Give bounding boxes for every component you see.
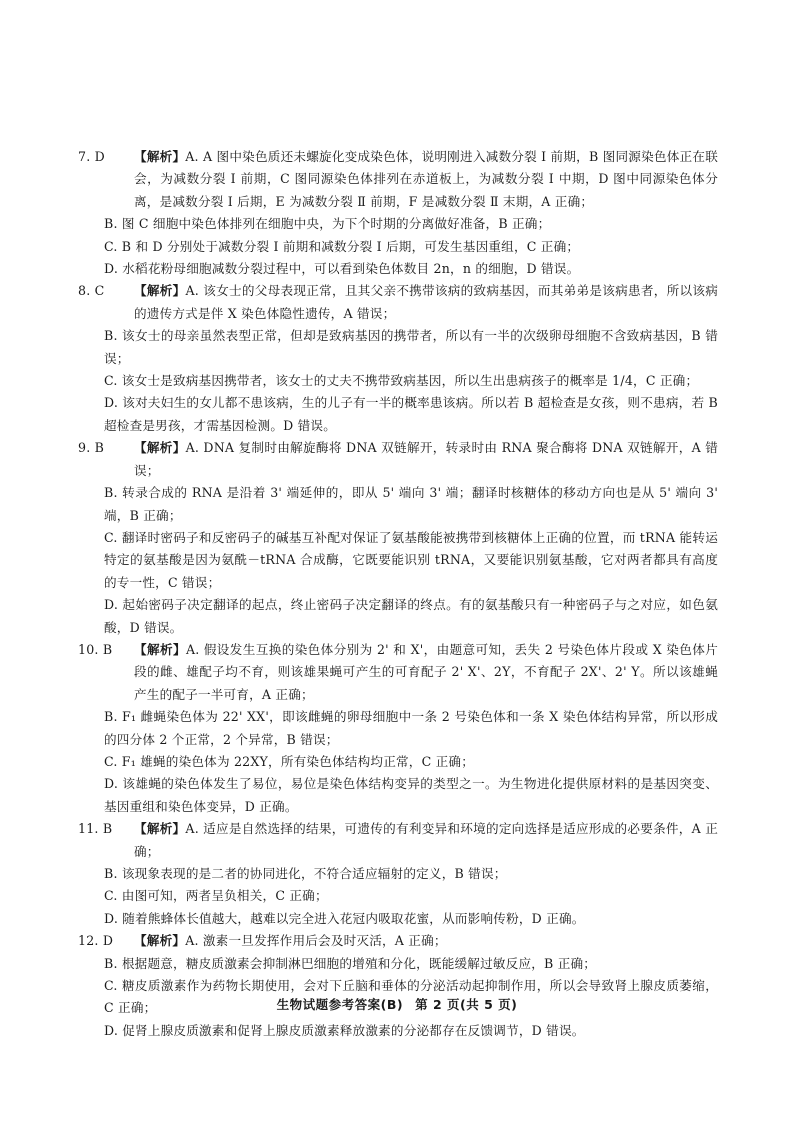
option-b: B. 该女士的母亲虽然表型正常，但却是致病基因的携带者，所以有一半的次级卵母细胞不含致病基因，B 错误； — [104, 328, 718, 366]
answer-list — [78, 146, 718, 1042]
page-footer — [0, 995, 794, 1013]
option-d: D. 起始密码子决定翻译的起点，终止密码子决定翻译的终点。有的氨基酸只有一种密码子与之对应，如色氨酸，D 错误。 — [104, 597, 718, 635]
question-10 — [78, 639, 718, 818]
analysis-tag: 【解析】 — [134, 641, 186, 657]
analysis-lead: 【解析】A. 激素一旦发挥作用后会及时灭活，A 正确； — [134, 933, 447, 949]
option-b: B. 图 C 细胞中染色体排列在细胞中央，为下个时期的分离做好准备，B 正确； — [104, 216, 551, 232]
option-b: B. 转录合成的 RNA 是沿着 3' 端延伸的，即从 5' 端向 3' 端；翻译时核糖体的移动方向也是从 5' 端向 3' 端，B 正确； — [104, 485, 718, 523]
question-number: 9. B — [78, 440, 105, 456]
option-b: B. 根据题意，糖皮质激素会抑制淋巴细胞的增殖和分化，既能缓解过敏反应，B 正确； — [104, 955, 597, 971]
option-b: B. F₁ 雌蝇染色体为 22' XX'，即该雌蝇的卵母细胞中一条 2 号染色体和一条 X 染色体结构异常，所以形成的四分体 2 个正常，2 个异常，B 错误； — [104, 709, 718, 747]
analysis-tag: 【解析】 — [134, 933, 186, 949]
analysis-tag: 【解析】 — [134, 149, 186, 164]
option-c: C. 由图可知，两者呈负相关，C 正确； — [104, 888, 328, 904]
option-c: C. 该女士是致病基因携带者，该女士的丈夫不携带致病基因，所以生出患病孩子的概率是 1/4，C 正确； — [104, 373, 699, 389]
analysis-lead: 【解析】A. 假设发生互换的染色体分别为 2' 和 X'，由题意可知，丢失 2 号染色体片段或 X 染色体片段的雌、雄配子均不育，则该雄果蝇可产生的可育配子 2' X'、2Y，不育配子 2X'、2' Y。所以该雄蝇产生的配子一半可育，A 正确； — [134, 641, 718, 702]
footer-title: 生物试题参考答案(B) — [276, 997, 404, 1012]
footer-page-number: 第 2 页(共 5 页) — [415, 997, 518, 1012]
option-d: D. 促肾上腺皮质激素和促肾上腺皮质激素释放激素的分泌都存在反馈调节，D 错误。 — [104, 1022, 585, 1038]
analysis-tag: 【解析】 — [134, 821, 186, 837]
analysis-lead: 【解析】A. 适应是自然选择的结果，可遗传的有利变异和环境的定向选择是适应形成的必要条件，A 正确； — [134, 821, 718, 859]
option-d: D. 随着熊蜂体长值越大，越难以完全进入花冠内吸取花蜜，从而影响传粉，D 正确。 — [104, 910, 585, 926]
option-c: C. F₁ 雄蝇的染色体为 22XY，所有染色体结构均正常，C 正确； — [104, 753, 474, 769]
option-c: C. 翻译时密码子和反密码子的碱基互补配对保证了氨基酸能被携带到核糖体上正确的位置，而 tRNA 能转运特定的氨基酸是因为氨酰－tRNA 合成酶，它既要能识别 tRNA，又要能识别氨基酸，它对两者都具有高度的专一性，C 错误； — [104, 529, 718, 590]
analysis-lead: 【解析】A. A 图中染色质还未螺旋化变成染色体，说明刚进入减数分裂 Ⅰ 前期，B 图同源染色体正在联会，为减数分裂 Ⅰ 前期，C 图同源染色体排列在赤道板上，为减数分裂 Ⅰ 中期，D 图中同源染色体分离，是减数分裂 Ⅰ 后期，E 为减数分裂 Ⅱ 前期，F 是减数分裂 Ⅱ 末期，A 正确； — [134, 149, 718, 209]
option-d: D. 该雄蝇的染色体发生了易位，易位是染色体结构变异的类型之一。为生物进化提供原材料的是基因突变、基因重组和染色体变异，D 正确。 — [104, 776, 718, 814]
question-number: 11. B — [78, 821, 113, 837]
analysis-tag: 【解析】 — [134, 440, 186, 456]
question-9 — [78, 437, 718, 639]
analysis-lead: 【解析】A. DNA 复制时由解旋酶将 DNA 双链解开，转录时由 RNA 聚合酶将 DNA 双链解开，A 错误； — [134, 440, 718, 478]
analysis-tag: 【解析】 — [134, 283, 186, 299]
question-number: 7. D — [78, 149, 105, 164]
question-number: 12. D — [78, 933, 114, 949]
option-c: C. 糖皮质激素作为药物长期使用，会对下丘脑和垂体的分泌活动起抑制作用，所以会导致肾上腺皮质萎缩，C 正确； — [104, 978, 718, 1016]
option-d: D. 水稻花粉母细胞减数分裂过程中，可以看到染色体数目 2n，n 的细胞，D 错误。 — [104, 261, 580, 277]
question-12 — [78, 930, 718, 1042]
option-d: D. 该对夫妇生的女儿都不患该病，生的儿子有一半的概率患该病。所以若 B 超检查是女孩，则不患病，若 B 超检查是男孩，才需基因检测。D 错误。 — [104, 395, 718, 433]
question-8 — [78, 280, 718, 437]
option-b: B. 该现象表现的是二者的协同进化，不符合适应辐射的定义，B 错误； — [104, 866, 507, 881]
option-c: C. B 和 D 分别处于减数分裂 Ⅰ 前期和减数分裂 Ⅰ 后期，可发生基因重组，C 正确； — [104, 238, 580, 254]
analysis-lead: 【解析】A. 该女士的父母表现正常，且其父亲不携带该病的致病基因，而其弟弟是该病患者，所以该病的遗传方式是伴 X 染色体隐性遗传，A 错误； — [134, 283, 718, 321]
question-11 — [78, 818, 718, 930]
question-number: 8. C — [78, 283, 105, 299]
question-7 — [78, 146, 718, 280]
question-number: 10. B — [78, 641, 113, 657]
